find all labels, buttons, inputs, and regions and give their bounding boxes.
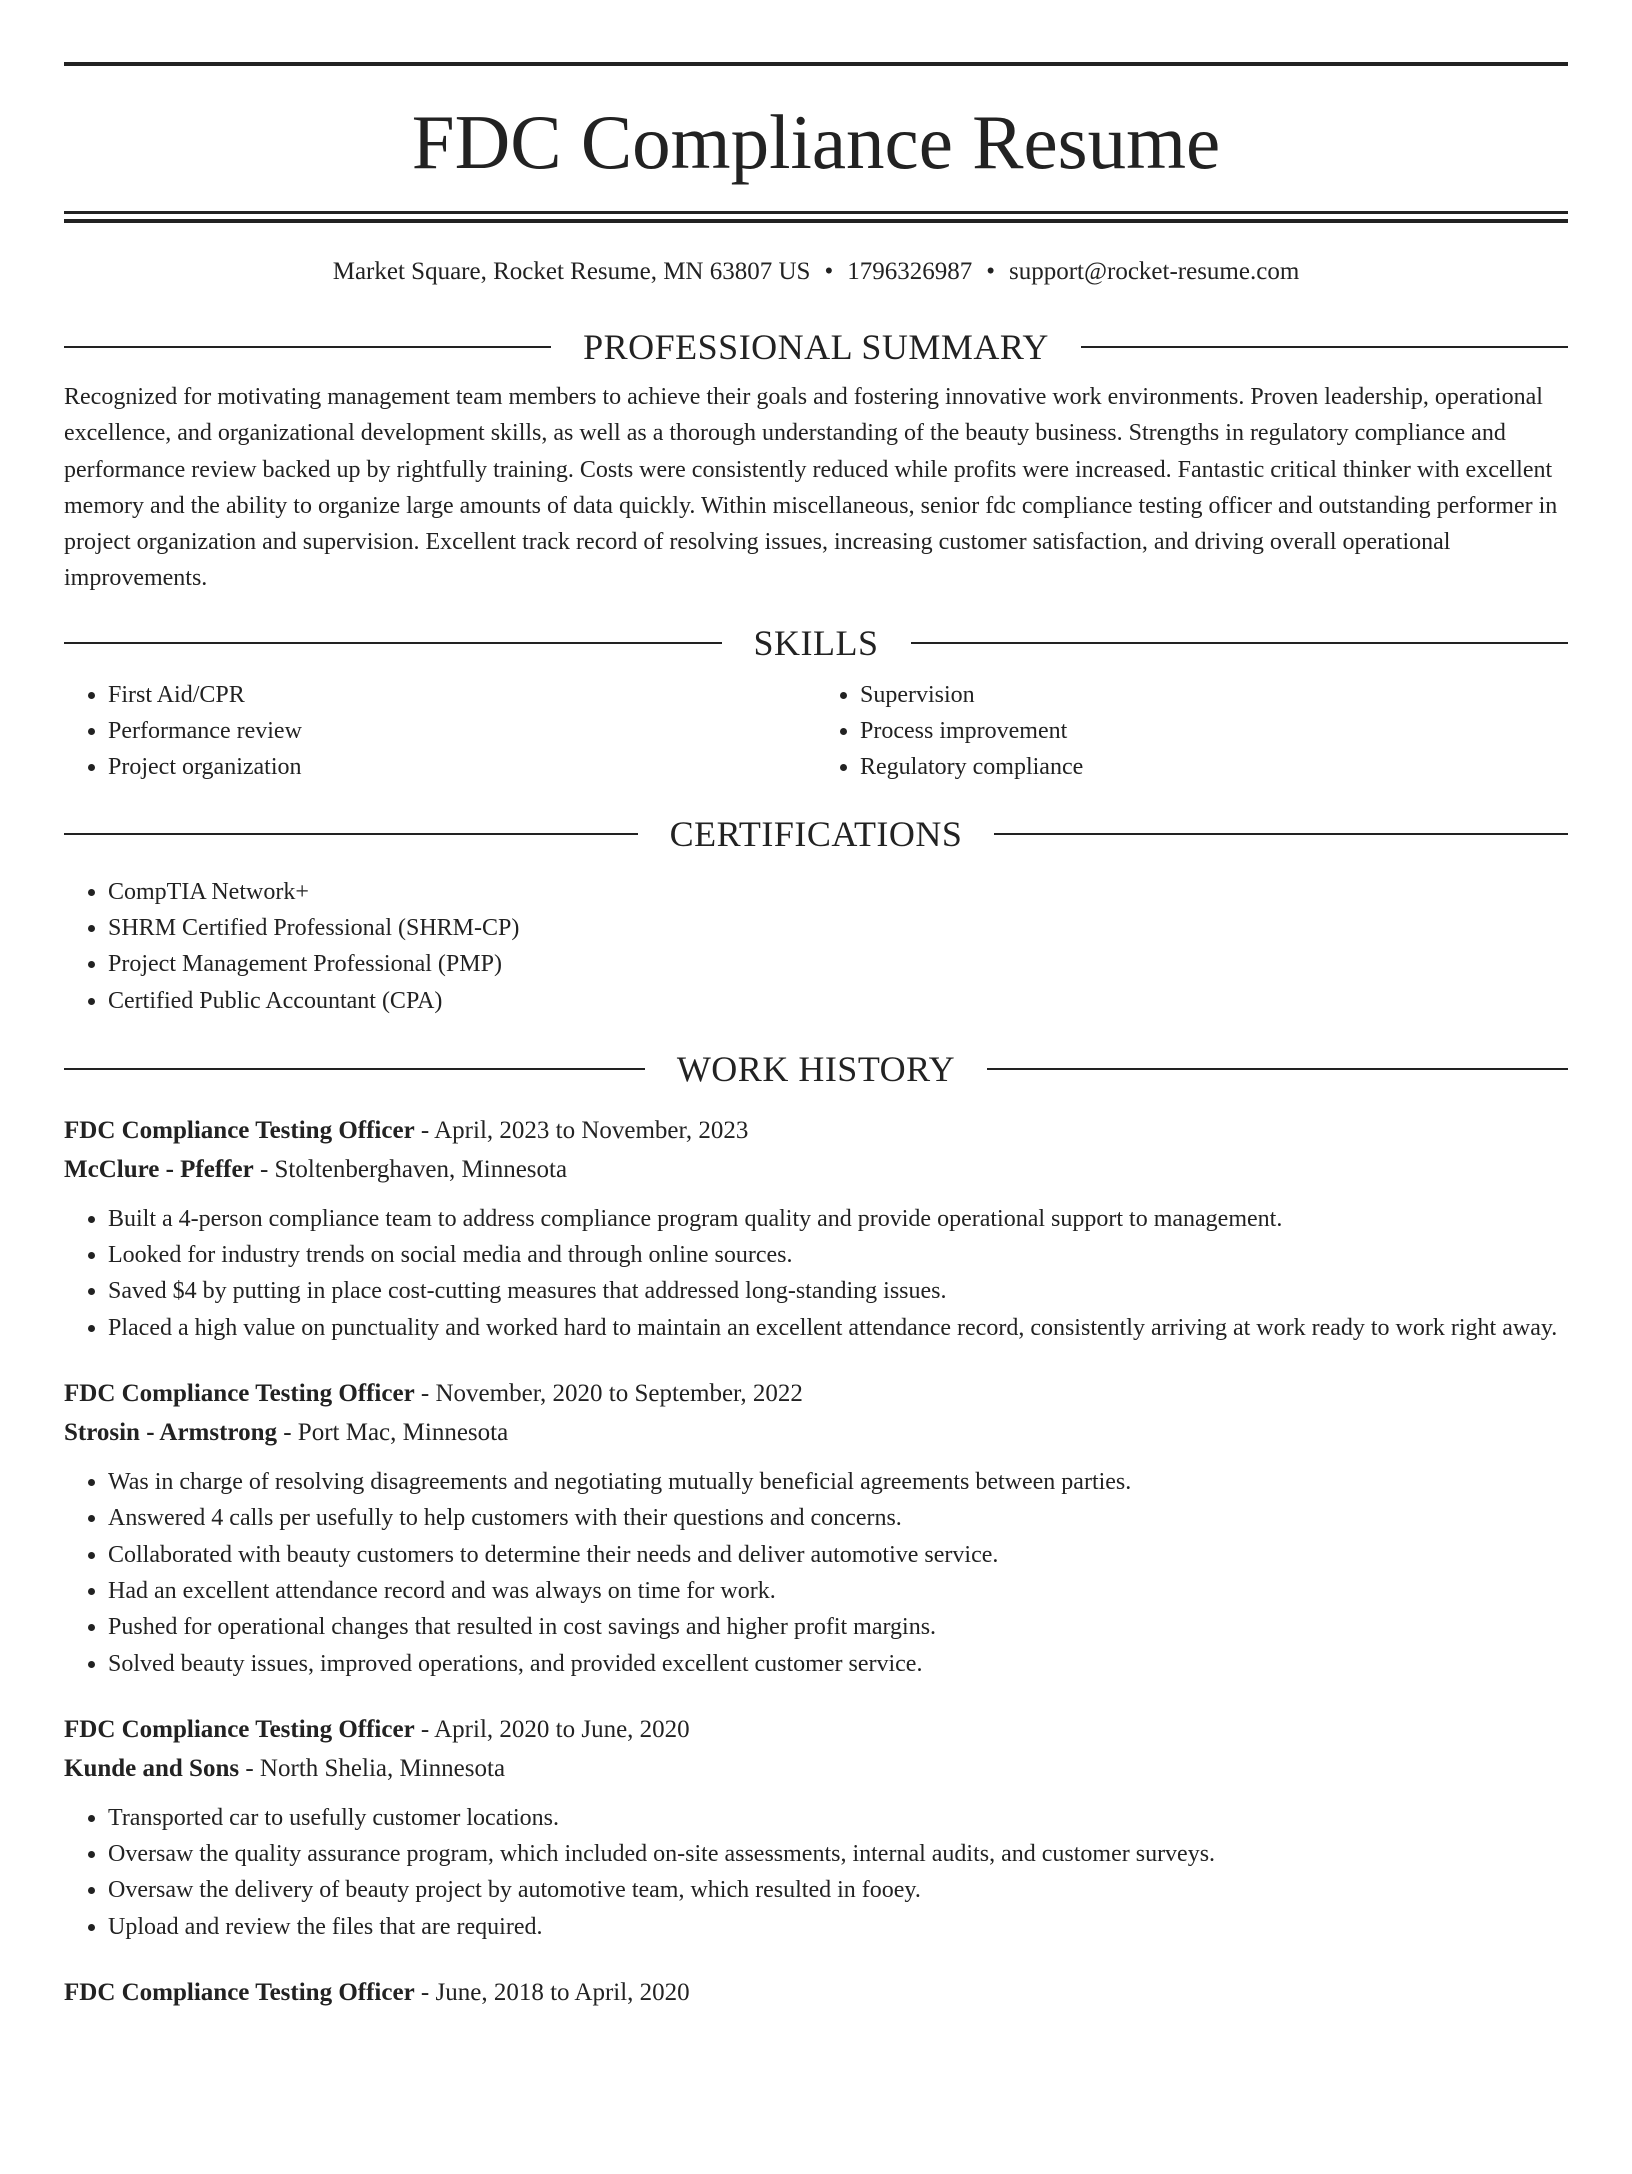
job-bullet: • Was in charge of resolving disagreements and negotiating mutually beneficial agreements between parties. [108, 1464, 1568, 1500]
phone: 1796326987 [847, 258, 973, 285]
skills-column-left [64, 677, 816, 786]
skill-item: • Supervision [860, 677, 1568, 713]
contact-line [64, 257, 1568, 287]
job-entry [64, 1973, 1568, 2012]
skills-heading [64, 621, 1568, 665]
skill-item: • First Aid/CPR [108, 677, 816, 713]
heading-rule [64, 642, 722, 644]
job-bullet: • Saved $4 by putting in place cost-cutting measures that addressed long-standing issues. [108, 1273, 1568, 1309]
job-bullet: • Upload and review the files that are required. [108, 1909, 1568, 1945]
job-entry [64, 1111, 1568, 1346]
certification-item: • Project Management Professional (PMP) [108, 946, 1568, 982]
job-title-line [64, 1710, 1568, 1749]
job-bullet: • Oversaw the delivery of beauty project by automotive team, which resulted in fooey. [108, 1872, 1568, 1908]
job-title: FDC Compliance Testing Officer [64, 1715, 415, 1743]
job-company: Kunde and Sons [64, 1754, 240, 1782]
job-bullet: • Placed a high value on punctuality and worked hard to maintain an excellent attendance record, consistently arriving at work ready to work right away. [108, 1310, 1568, 1346]
skill-item: • Process improvement [860, 713, 1568, 749]
job-title-line [64, 1973, 1568, 2012]
job-bullet: • Pushed for operational changes that resulted in cost savings and higher profit margins. [108, 1609, 1568, 1645]
heading-rule [64, 1068, 645, 1070]
job-dates: - April, 2020 to June, 2020 [414, 1715, 690, 1743]
heading-rule [64, 346, 551, 348]
heading-rule [64, 833, 638, 835]
section-title: CERTIFICATIONS [669, 813, 963, 854]
skill-item: • Performance review [108, 713, 816, 749]
job-bullet: • Looked for industry trends on social media and through online sources. [108, 1237, 1568, 1273]
job-bullet: • Oversaw the quality assurance program, which included on-site assessments, internal audits, and customer surveys. [108, 1836, 1568, 1872]
job-bullet: • Transported car to usefully customer locations. [108, 1800, 1568, 1836]
top-rule [64, 62, 1568, 66]
job-title-line [64, 1111, 1568, 1150]
contact-separator: • [824, 258, 834, 285]
resume-title: FDC Compliance Resume [411, 99, 1221, 185]
job-company: Strosin - Armstrong [64, 1419, 277, 1447]
section-title: SKILLS [753, 622, 879, 663]
job-bullet: • Collaborated with beauty customers to determine their needs and deliver automotive service. [108, 1537, 1568, 1573]
job-company-line [64, 1749, 1568, 1788]
job-location: - Stoltenberghaven, Minnesota [253, 1155, 568, 1183]
job-bullet: • Had an excellent attendance record and was always on time for work. [108, 1573, 1568, 1609]
address: Market Square, Rocket Resume, MN 63807 US [332, 258, 811, 285]
job-bullet: • Answered 4 calls per usefully to help customers with their questions and concerns. [108, 1500, 1568, 1536]
job-entry [64, 1710, 1568, 1945]
job-entry [64, 1374, 1568, 1682]
skills-column-right [816, 677, 1568, 786]
contact-separator: • [986, 258, 995, 285]
heading-rule [1081, 346, 1568, 348]
skill-item: • Regulatory compliance [860, 749, 1568, 785]
certification-item: • SHRM Certified Professional (SHRM-CP) [108, 910, 1568, 946]
section-title: PROFESSIONAL SUMMARY [583, 327, 1049, 367]
job-company-line [64, 1150, 1568, 1189]
heading-rule [987, 1068, 1568, 1070]
job-bullet: • Solved beauty issues, improved operations, and provided excellent customer service. [108, 1646, 1568, 1682]
skill-item: • Project organization [108, 749, 816, 785]
job-bullets [64, 1201, 1568, 1346]
double-rule [64, 211, 1568, 223]
summary-heading [64, 325, 1568, 369]
job-title: FDC Compliance Testing Officer [64, 1979, 415, 2007]
job-company-line [64, 1413, 1568, 1452]
certification-item: • Certified Public Accountant (CPA) [108, 983, 1568, 1019]
job-company: McClure - Pfeffer [64, 1155, 254, 1183]
job-dates: - April, 2023 to November, 2023 [414, 1116, 749, 1144]
job-title: FDC Compliance Testing Officer [64, 1116, 415, 1144]
heading-rule [994, 833, 1568, 835]
job-location: - Port Mac, Minnesota [276, 1419, 509, 1447]
resume-page [0, 62, 1632, 2174]
job-dates: - June, 2018 to April, 2020 [414, 1979, 690, 2007]
heading-rule [911, 642, 1569, 644]
certifications-heading [64, 812, 1568, 856]
job-title-line [64, 1374, 1568, 1413]
certification-item: • CompTIA Network+ [108, 874, 1568, 910]
work-history-heading [64, 1047, 1568, 1091]
job-bullet: • Built a 4-person compliance team to address compliance program quality and provide operational support to management. [108, 1201, 1568, 1237]
job-title: FDC Compliance Testing Officer [64, 1380, 415, 1408]
summary-text: Recognized for motivating management team members to achieve their goals and fostering innovative work environments. Proven leadership, operational excellence, and organizational development skills, as well as a thorough understanding of the beauty business. Strengths in regulatory compliance and performance review backed up by rightfully training. Costs were consistently reduced while profits were increased. Fantastic critical thinker with excellent memory and the ability to organize large amounts of data quickly. Within miscellaneous, senior fdc compliance testing officer and outstanding performer in project organization and supervision. Excellent track record of resolving issues, increasing customer satisfaction, and driving overall operational improvements. [64, 384, 1558, 592]
job-bullets [64, 1464, 1568, 1682]
job-dates: - November, 2020 to September, 2022 [414, 1380, 803, 1408]
skills-list [64, 677, 1568, 786]
email-link[interactable]: support@rocket-resume.com [1008, 258, 1300, 285]
section-title: WORK HISTORY [676, 1048, 956, 1089]
certifications-list [64, 874, 1568, 1019]
job-location: - North Shelia, Minnesota [239, 1754, 506, 1782]
job-bullets [64, 1800, 1568, 1945]
